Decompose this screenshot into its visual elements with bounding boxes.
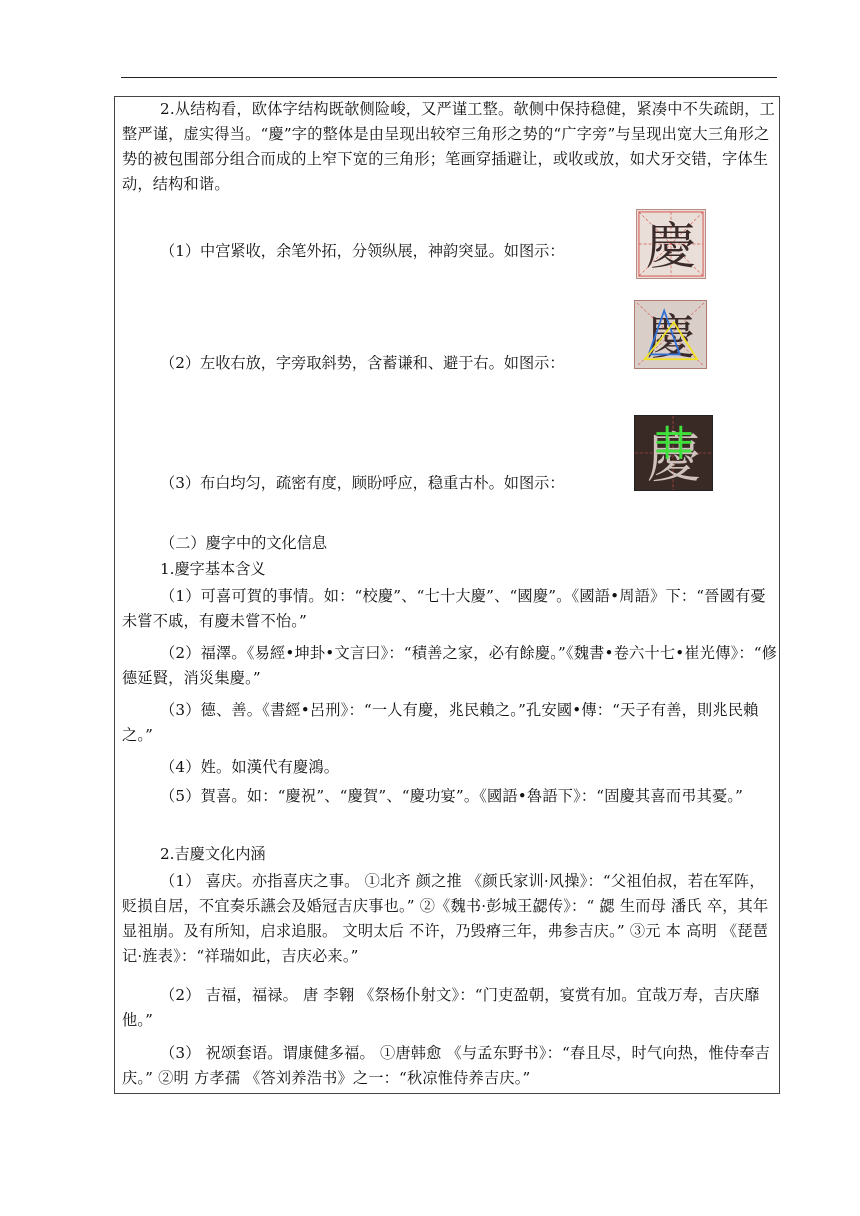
structure-intro-paragraph: 2.从结构看，欧体字结构既欹侧险峻，又严谨工整。欹侧中保持稳健，紧凑中不失疏朗，工整严谨，虚实得当。“慶”字的整体是由呈现出较窄三角形之势的“广字旁”与呈现出宽大三角形之势的被包围部分组合而成的上窄下宽的三角形；笔画穿插避让，或收或放，如犬牙交错，字体生动，结构和谐。 — [122, 100, 776, 193]
figure-2-glyph: 慶 — [646, 309, 696, 366]
meaning-5: （5）賀喜。如：“慶祝”、“慶賀”、“慶功宴”。《國語•魯語下》：“固慶其喜而弔其憂。” — [160, 787, 744, 805]
figure-3-svg — [635, 416, 712, 490]
connotation-2: （2） 吉福，福禄。 唐 李翱 《祭杨仆射文》：“门吏盈朝，宴赏有加。宜哉万寿，吉庆靡他。” — [122, 986, 760, 1029]
figure-3-glyph: 慶 — [646, 425, 702, 490]
figure-1-glyph-grid — [636, 209, 706, 279]
figure-2-glyph-triangles — [634, 300, 707, 369]
structure-example-2: （2）左收右放，字旁取斜势，含蓄谦和、避于右。如图示： — [160, 354, 565, 372]
culture-heading: （二）慶字中的文化信息 — [160, 534, 328, 552]
meaning-3: （3）德、善。《書經•呂刑》：“一人有慶，兆民賴之。”孔安國•傳：“天子有善，則兆民賴之。” — [122, 701, 759, 744]
connotation-3: （3） 祝颂套语。谓康健多福。 ①唐韩愈 《与孟东野书》：“春且尽，时气向热，惟侍奉吉庆。” ②明 方孝孺 《答刘养浩书》之一：“秋凉惟侍养吉庆。” — [122, 1044, 771, 1087]
culture-subheading-2: 2.吉慶文化内涵 — [160, 845, 266, 863]
figure-1-glyph: 慶 — [645, 216, 697, 276]
figure-2-svg — [635, 301, 706, 368]
figure-3-glyph-spacing — [634, 415, 713, 491]
header-rule — [121, 77, 777, 78]
culture-subheading-1: 1.慶字基本含义 — [160, 560, 266, 578]
figure-1-svg — [637, 210, 705, 278]
connotation-1: （1） 喜庆。亦指喜庆之事。 ①北齐 颜之推 《颜氏家训·风操》：“父祖伯叔，若在军阵，贬损自居，不宜奏乐讌会及婚冠吉庆事也。” ②《魏书·彭城王勰传》：“ 勰 生而母 潘氏 卒，其年显祖崩。及有所知，启求追服。 文明太后 不许，乃毁瘠三年，弗参吉庆。” ③元 本 高明 《琵琶记·旌表》：“祥瑞如此，吉庆必来。” — [122, 872, 769, 965]
structure-example-3: （3）布白均匀，疏密有度，顾盼呼应，稳重古朴。如图示： — [160, 474, 565, 492]
meaning-4: （4）姓。如漢代有慶鴻。 — [160, 758, 340, 776]
structure-example-1: （1）中宫紧收，余笔外拓，分领纵展，神韵突显。如图示： — [160, 242, 565, 260]
meaning-2: （2）福澤。《易經•坤卦•文言曰》：“積善之家，必有餘慶。”《魏書•卷六十七•崔光傳》：“修德延賢，消災集慶。” — [122, 644, 778, 687]
meaning-1: （1）可喜可賀的事情。如：“校慶”、“七十大慶”、“國慶”。《國語•周語》下：“晉國有憂未嘗不戚，有慶未嘗不怡。” — [122, 587, 766, 630]
